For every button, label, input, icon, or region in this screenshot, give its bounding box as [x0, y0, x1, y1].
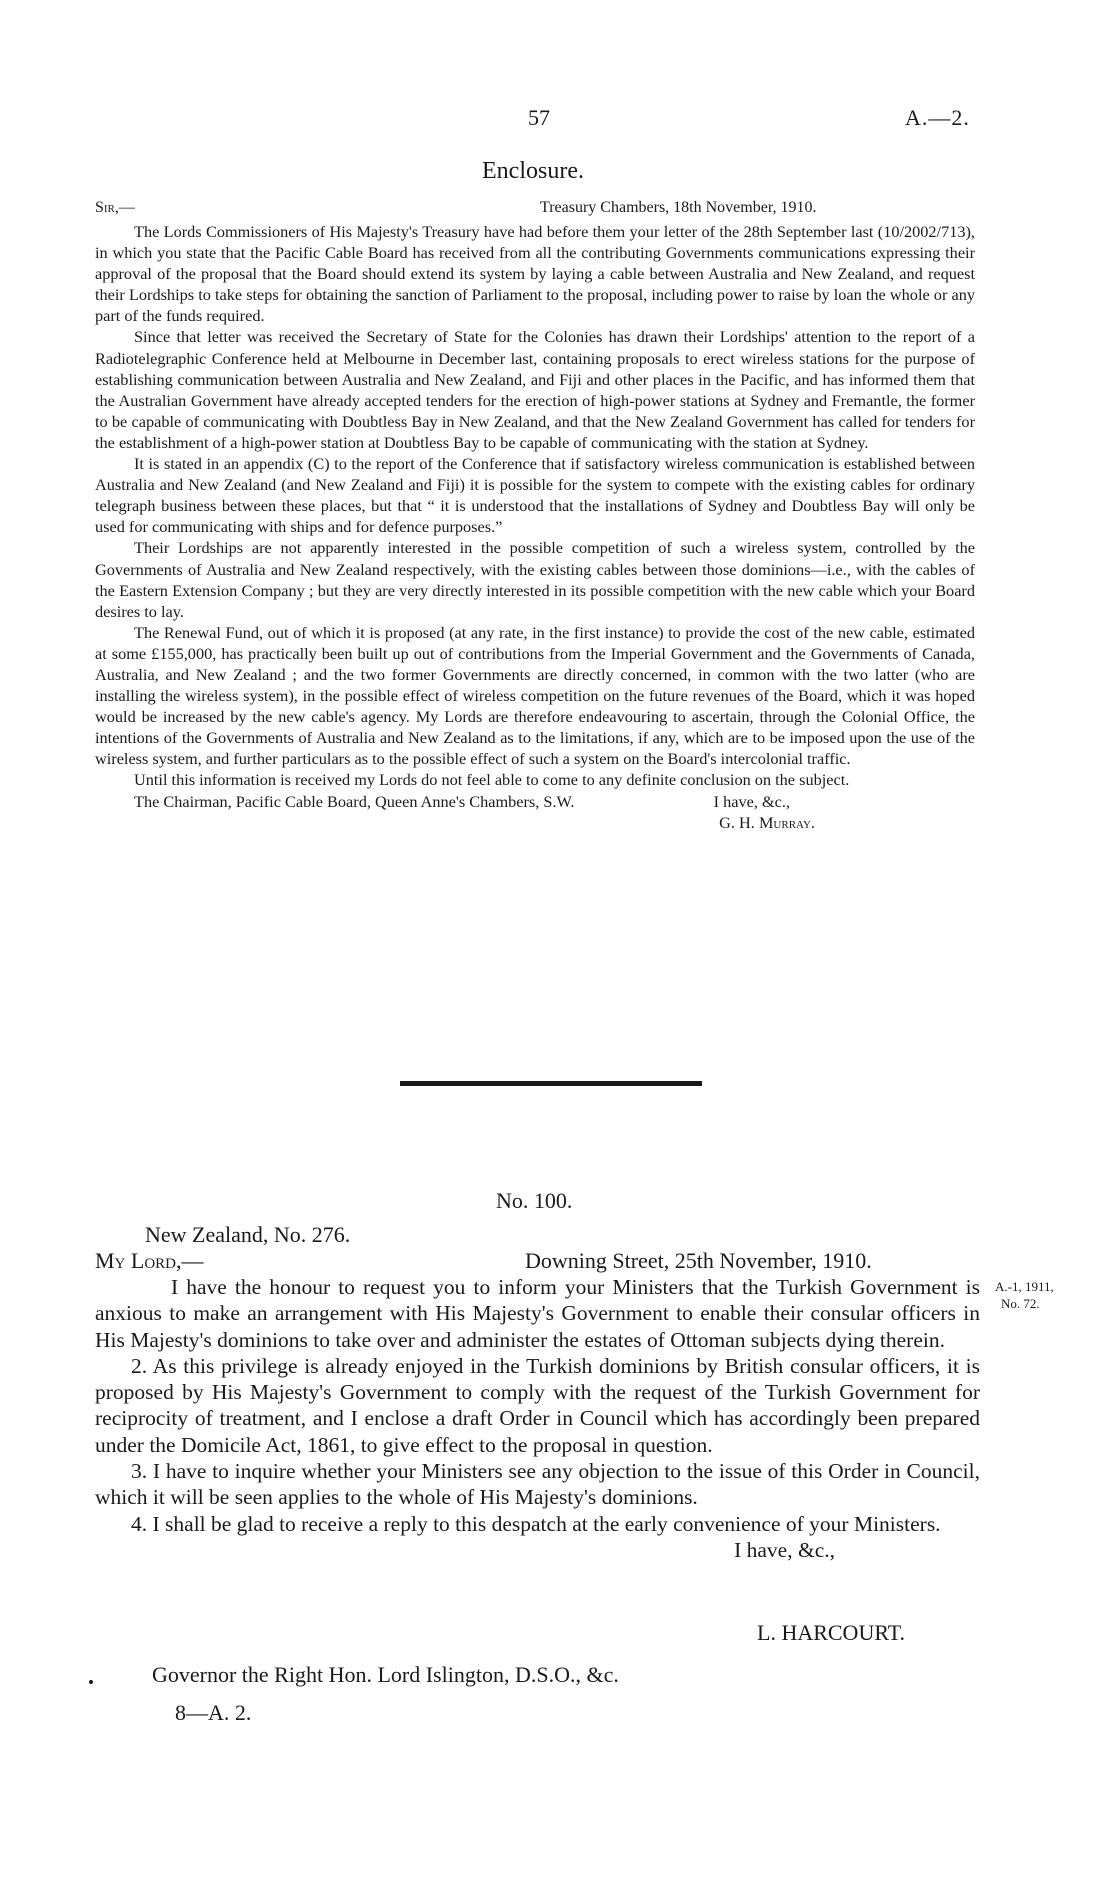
despatch-addressee: Governor the Right Hon. Lord Islington, D.S.O., &c. [152, 1662, 619, 1687]
despatch-paragraph-4-text: 4. I shall be glad to receive a reply to this despatch at the early convenience of your Ministers. [131, 1511, 941, 1536]
enclosure-paragraph-4: Their Lordships are not apparently interested in the possible competition of such a wireless system, controlled by the Governments of Australia and New Zealand respectively, with the existing cables between those dominions—i.e., with the cables of the Eastern Extension Company ; but they are very directly interested in its possible competition with the new cable which your Board desires to lay. [95, 538, 975, 621]
despatch-dateline: Downing Street, 25th November, 1910. [525, 1248, 872, 1273]
sheet-reference: 8—A. 2. [175, 1700, 252, 1725]
margin-note-line-1: A.-1, 1911, [995, 1279, 1054, 1294]
despatch-paragraph-4 [95, 1511, 980, 1562]
enclosure-paragraph-3: It is stated in an appendix (C) to the report of the Conference that if satisfactory wireless communication is established between Australia and New Zealand (and New Zealand and Fiji) it is possible for the system to compete with the existing cables for ordinary telegraph business between these places, but that “ it is understood that the installations of Sydney and Doubtless Bay will only be used for communicating with ships and for defence purposes.” [95, 454, 975, 537]
enclosure-signature: G. H. Murray. [719, 812, 815, 832]
enclosure-salutation: Sir,— [95, 199, 135, 216]
despatch-paragraph-2: 2. As this privilege is already enjoyed in the Turkish dominions by British consular officers, it is proposed by His Majesty's Government to comply with the request of the Turkish Government for reciprocity of treatment, and I enclose a draft Order in Council which has accordingly been prepared under the Domicile Act, 1861, to give effect to the proposal in question. [95, 1353, 980, 1457]
despatch-closing: I have, &c., [734, 1537, 835, 1562]
section-divider [400, 1081, 702, 1086]
enclosure-paragraph-1: The Lords Commissioners of His Majesty's Treasury have had before them your letter of the 28th September last (10/2002/713), in which you state that the Pacific Cable Board has received from all the contributing Governments communications expressing their approval of the proposal that the Board should extend its system by laying a cable between Australia and New Zealand, and request their Lordships to take steps for obtaining the sanction of Parliament to the proposal, including power to raise by loan the whole or any part of the funds required. [95, 222, 975, 326]
enclosure-addressee-line [95, 791, 975, 832]
enclosure-addressee: The Chairman, Pacific Cable Board, Queen Anne's Chambers, S.W. [134, 791, 575, 811]
despatch-body [95, 1274, 980, 1563]
despatch-salutation: My Lord,— [95, 1248, 204, 1273]
despatch-signature: L. HARCOURT. [757, 1620, 905, 1645]
page-number: 57 [528, 105, 550, 130]
despatch-paragraph-3: 3. I have to inquire whether your Ministers see any objection to the issue of this Order in Council, which it will be seen applies to the whole of His Majesty's dominions. [95, 1459, 980, 1510]
document-reference: A.—2. [905, 105, 970, 130]
despatch-paragraph-1: I have the honour to request you to inform your Ministers that the Turkish Government is anxious to make an arrangement with His Majesty's Government to enable their consular officers in His Majesty's dominions to take over and administer the estates of Ottoman subjects dying therein. [95, 1275, 980, 1352]
enclosure-title: Enclosure. [482, 158, 584, 184]
enclosure-dateline: Treasury Chambers, 18th November, 1910. [540, 199, 817, 216]
despatch-number: No. 100. [496, 1188, 573, 1213]
margin-note [995, 1278, 1054, 1312]
enclosure-paragraph-6-text: Until this information is received my Lords do not feel able to come to any definite conclusion on the subject. [134, 770, 850, 790]
margin-dot [89, 1680, 93, 1684]
despatch-series: New Zealand, No. 276. [145, 1222, 351, 1247]
enclosure-closing: I have, &c., [713, 791, 790, 811]
enclosure-body [95, 221, 975, 833]
enclosure-paragraph-5: The Renewal Fund, out of which it is proposed (at any rate, in the first instance) to provide the cost of the new cable, estimated at some £155,000, has practically been built up out of contributions from the Imperial Government and the Governments of Canada, Australia, and New Zealand ; and the two former Governments are directly concerned, in common with the two latter (who are installing the wireless system), in the possible effect of wireless competition on the future revenues of the Board, which it was hoped would be increased by the new cable's agency. My Lords are therefore endeavouring to ascertain, through the Colonial Office, the intentions of the Governments of Australia and New Zealand as to the limitations, if any, which are to be imposed upon the use of the wireless system, and further particulars as to the possible effect of such a system on the Board's intercolonial traffic. [95, 622, 975, 769]
margin-note-line-2: No. 72. [1001, 1296, 1040, 1311]
enclosure-paragraph-2: Since that letter was received the Secretary of State for the Colonies has drawn their Lordships' attention to the report of a Radiotelegraphic Conference held at Melbourne in December last, containing proposals to erect wireless stations for the purpose of establishing communication between Australia and New Zealand, and Fiji and other places in the Pacific, and has informed them that the Australian Government have already accepted tenders for the erection of high-power stations at Sydney and Fremantle, the former to be capable of communicating with Doubtless Bay in New Zealand, and that the New Zealand Government has called for tenders for the establishment of a high-power station at Doubtless Bay to be capable of communicating with the station at Sydney. [95, 327, 975, 452]
